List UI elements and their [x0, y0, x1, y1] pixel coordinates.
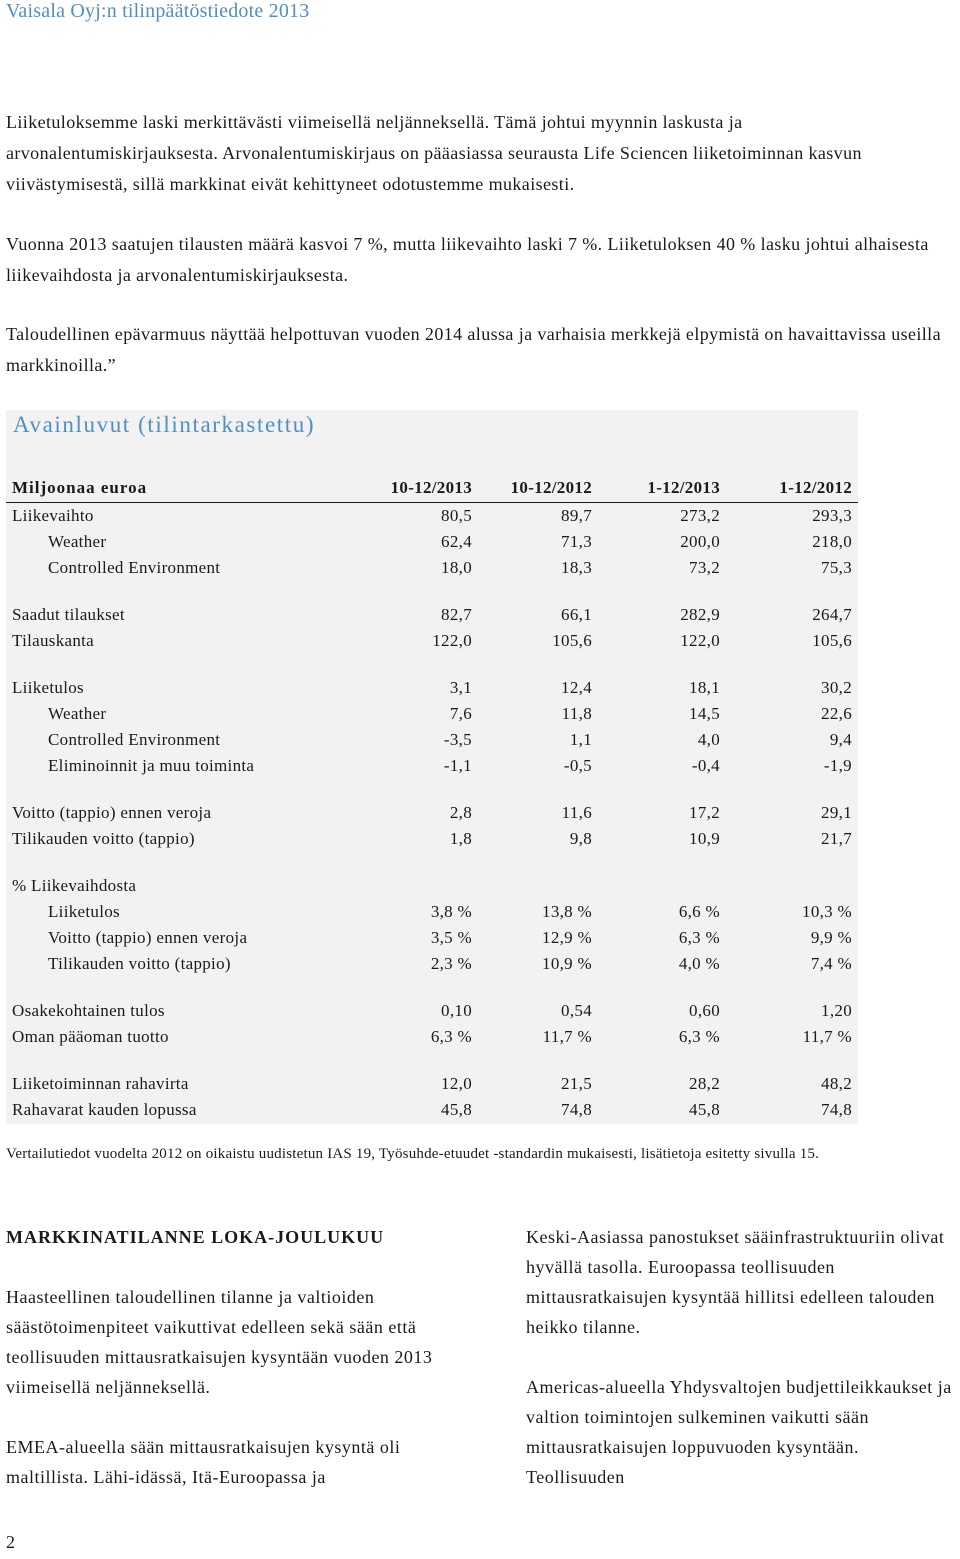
header-q4-2013: 10-12/2013 — [354, 474, 472, 503]
value-cell: 18,3 — [561, 558, 592, 577]
table-row — [6, 951, 858, 977]
value-cell: 10,3 % — [802, 902, 852, 921]
value-cell: 89,7 — [561, 506, 592, 525]
value-cell: 13,8 % — [542, 902, 592, 921]
table-spacer-row — [6, 654, 858, 675]
key-figures-title: Avainluvut (tilintarkastettu) — [13, 412, 316, 437]
market-left-paragraph-1: Haasteellinen taloudellinen tilanne ja valtioiden säästötoimenpiteet vaikuttivat edelleen sekä sään että teollisuuden mittausratkaisujen kysyntään vuoden 2013 viimeisellä neljänneksellä. — [6, 1287, 433, 1397]
value-cell: 273,2 — [680, 506, 720, 525]
value-cell — [592, 873, 720, 899]
table-spacer-row — [6, 1050, 858, 1071]
intro-paragraph-2: Vuonna 2013 saatujen tilausten määrä kasvoi 7 %, mutta liikevaihto laski 7 %. Liiketuloksen 40 % lasku johtui alhaisesta liikevaihdosta ja arvonalentumiskirjauksesta. — [6, 234, 929, 285]
value-cell: 264,7 — [812, 605, 852, 624]
table-spacer-row — [6, 852, 858, 873]
value-cell: 200,0 — [680, 532, 720, 551]
value-cell: -0,4 — [691, 756, 720, 775]
row-label: Weather — [48, 704, 107, 723]
value-cell: 9,8 — [569, 829, 592, 848]
value-cell: 45,8 — [689, 1100, 720, 1119]
value-cell: 0,60 — [689, 1001, 720, 1020]
value-cell: 122,0 — [432, 631, 472, 650]
value-cell: 22,6 — [821, 704, 852, 723]
value-cell: 3,5 % — [430, 928, 472, 947]
table-row — [6, 555, 858, 581]
value-cell: 14,5 — [689, 704, 720, 723]
table-row — [6, 873, 858, 899]
market-right-paragraph-1: Keski-Aasiassa panostukset sääinfrastruktuuriin olivat hyvällä tasolla. Euroopassa teollisuuden mittausratkaisujen kysyntää hillitsi edelleen talouden heikko tilanne. — [526, 1227, 945, 1337]
value-cell: -3,5 — [443, 730, 472, 749]
value-cell: 6,3 % — [430, 1027, 472, 1046]
value-cell: 2,3 % — [430, 954, 472, 973]
value-cell: -0,5 — [563, 756, 592, 775]
value-cell: 1,1 — [569, 730, 592, 749]
header-fy-2012: 1-12/2012 — [720, 474, 858, 503]
value-cell: 293,3 — [812, 506, 852, 525]
value-cell: 0,10 — [441, 1001, 472, 1020]
table-row — [6, 1071, 858, 1097]
row-label: Voitto (tappio) ennen veroja — [48, 928, 248, 947]
value-cell: 4,0 — [697, 730, 720, 749]
value-cell: 80,5 — [441, 506, 472, 525]
value-cell: 11,8 — [561, 704, 592, 723]
header-fy-2013: 1-12/2013 — [592, 474, 720, 503]
value-cell: 6,3 % — [678, 928, 720, 947]
value-cell: 4,0 % — [678, 954, 720, 973]
table-row — [6, 753, 858, 779]
value-cell: 21,5 — [561, 1074, 592, 1093]
value-cell: 105,6 — [552, 631, 592, 650]
table-row — [6, 800, 858, 826]
value-cell: 1,8 — [449, 829, 472, 848]
value-cell: 3,1 — [449, 678, 472, 697]
value-cell: 21,7 — [821, 829, 852, 848]
spacer-cell — [6, 779, 858, 800]
value-cell: 75,3 — [821, 558, 852, 577]
value-cell: 11,7 % — [802, 1027, 852, 1046]
value-cell: 10,9 % — [542, 954, 592, 973]
table-row — [6, 701, 858, 727]
value-cell: 218,0 — [812, 532, 852, 551]
value-cell: 12,4 — [561, 678, 592, 697]
value-cell: 11,6 — [561, 803, 592, 822]
value-cell: 66,1 — [561, 605, 592, 624]
row-label: Liiketoiminnan rahavirta — [12, 1074, 189, 1093]
value-cell: 9,9 % — [810, 928, 852, 947]
value-cell: 10,9 — [689, 829, 720, 848]
spacer-cell — [6, 1050, 858, 1071]
value-cell: 282,9 — [680, 605, 720, 624]
value-cell: 82,7 — [441, 605, 472, 624]
spacer-cell — [6, 581, 858, 602]
row-label: Eliminoinnit ja muu toiminta — [48, 756, 255, 775]
market-left-paragraph-2: EMEA-alueella sään mittausratkaisujen kysyntä oli maltillista. Lähi-idässä, Itä-Euroopassa ja — [6, 1437, 401, 1487]
value-cell: 48,2 — [821, 1074, 852, 1093]
intro-paragraph-1: Liiketuloksemme laski merkittävästi viimeisellä neljänneksellä. Tämä johtui myynnin laskusta ja arvonalentumiskirjauksesta. Arvonalentumiskirjaus on pääasiassa seurausta Life Sciencen liiketoiminnan kasvun viivästymisestä, sillä markkinat eivät kehittyneet odotustemme mukaisesti. — [6, 112, 862, 194]
row-label: Liikevaihto — [12, 506, 94, 525]
row-label: Osakekohtainen tulos — [12, 1001, 165, 1020]
value-cell: 45,8 — [441, 1100, 472, 1119]
value-cell: 7,4 % — [810, 954, 852, 973]
table-row — [6, 998, 858, 1024]
table-row — [6, 675, 858, 701]
value-cell: 17,2 — [689, 803, 720, 822]
table-row — [6, 529, 858, 555]
value-cell: 2,8 — [449, 803, 472, 822]
value-cell: 30,2 — [821, 678, 852, 697]
table-row — [6, 1097, 858, 1123]
value-cell — [354, 873, 472, 899]
value-cell: 28,2 — [689, 1074, 720, 1093]
key-figures-table — [6, 474, 858, 1123]
table-spacer-row — [6, 977, 858, 998]
row-label: Voitto (tappio) ennen veroja — [12, 803, 212, 822]
value-cell: 18,0 — [441, 558, 472, 577]
row-label: Liiketulos — [48, 902, 120, 921]
row-label: Liiketulos — [12, 678, 84, 697]
value-cell: 6,3 % — [678, 1027, 720, 1046]
key-figures-body — [6, 503, 858, 1124]
spacer-cell — [6, 654, 858, 675]
value-cell: 12,0 — [441, 1074, 472, 1093]
market-section-heading: MARKKINATILANNE LOKA-JOULUKUU — [6, 1227, 385, 1247]
value-cell: 62,4 — [441, 532, 472, 551]
table-row — [6, 503, 858, 530]
key-figures-panel — [6, 410, 858, 1124]
row-label: Controlled Environment — [48, 558, 221, 577]
table-row — [6, 628, 858, 654]
row-label: Controlled Environment — [48, 730, 221, 749]
table-row — [6, 727, 858, 753]
value-cell: 71,3 — [561, 532, 592, 551]
value-cell: 9,4 — [829, 730, 852, 749]
key-figures-header-row — [6, 474, 858, 503]
table-row — [6, 899, 858, 925]
row-label: Saadut tilaukset — [12, 605, 125, 624]
value-cell: 0,54 — [561, 1001, 592, 1020]
value-cell: 122,0 — [680, 631, 720, 650]
table-row — [6, 826, 858, 852]
row-label: Oman pääoman tuotto — [12, 1027, 169, 1046]
document-header-title: Vaisala Oyj:n tilinpäätöstiedote 2013 — [6, 0, 310, 22]
row-label: Tilikauden voitto (tappio) — [48, 954, 231, 973]
value-cell: 3,8 % — [430, 902, 472, 921]
row-label: Rahavarat kauden lopussa — [12, 1100, 197, 1119]
intro-paragraph-3: Taloudellinen epävarmuus näyttää helpottuvan vuoden 2014 alussa ja varhaisia merkkejä elpymistä on havaittavissa useilla markkinoilla.” — [6, 324, 941, 375]
market-right-paragraph-2: Americas-alueella Yhdysvaltojen budjettileikkaukset ja valtion toimintojen sulkeminen vaikutti sään mittausratkaisujen loppuvuoden kysyntään. Teollisuuden — [526, 1377, 952, 1487]
value-cell: 1,20 — [821, 1001, 852, 1020]
value-cell: 18,1 — [689, 678, 720, 697]
value-cell: 12,9 % — [542, 928, 592, 947]
row-label: % Liikevaihdosta — [12, 876, 137, 895]
value-cell: 74,8 — [561, 1100, 592, 1119]
spacer-cell — [6, 977, 858, 998]
market-right-column — [526, 1222, 958, 1492]
header-label: Miljoonaa euroa — [6, 474, 354, 503]
value-cell: 74,8 — [821, 1100, 852, 1119]
table-row — [6, 925, 858, 951]
row-label: Weather — [48, 532, 107, 551]
row-label: Tilauskanta — [12, 631, 95, 650]
value-cell: 11,7 % — [542, 1027, 592, 1046]
table-row — [6, 1024, 858, 1050]
page-number: 2 — [6, 1532, 15, 1552]
table-spacer-row — [6, 779, 858, 800]
row-label: Tilikauden voitto (tappio) — [12, 829, 195, 848]
value-cell: 29,1 — [821, 803, 852, 822]
value-cell: -1,9 — [823, 756, 852, 775]
value-cell: 6,6 % — [678, 902, 720, 921]
market-left-column — [6, 1222, 446, 1492]
value-cell: 105,6 — [812, 631, 852, 650]
value-cell — [472, 873, 592, 899]
key-figures-footnote: Vertailutiedot vuodelta 2012 on oikaistu uudistetun IAS 19, Työsuhde-etuudet -standardin mukaisesti, lisätietoja esitetty sivulla 15. — [6, 1146, 820, 1162]
table-spacer-row — [6, 581, 858, 602]
value-cell — [720, 873, 858, 899]
header-q4-2012: 10-12/2012 — [472, 474, 592, 503]
spacer-cell — [6, 852, 858, 873]
value-cell: 73,2 — [689, 558, 720, 577]
value-cell: 7,6 — [449, 704, 472, 723]
value-cell: -1,1 — [443, 756, 472, 775]
table-row — [6, 602, 858, 628]
